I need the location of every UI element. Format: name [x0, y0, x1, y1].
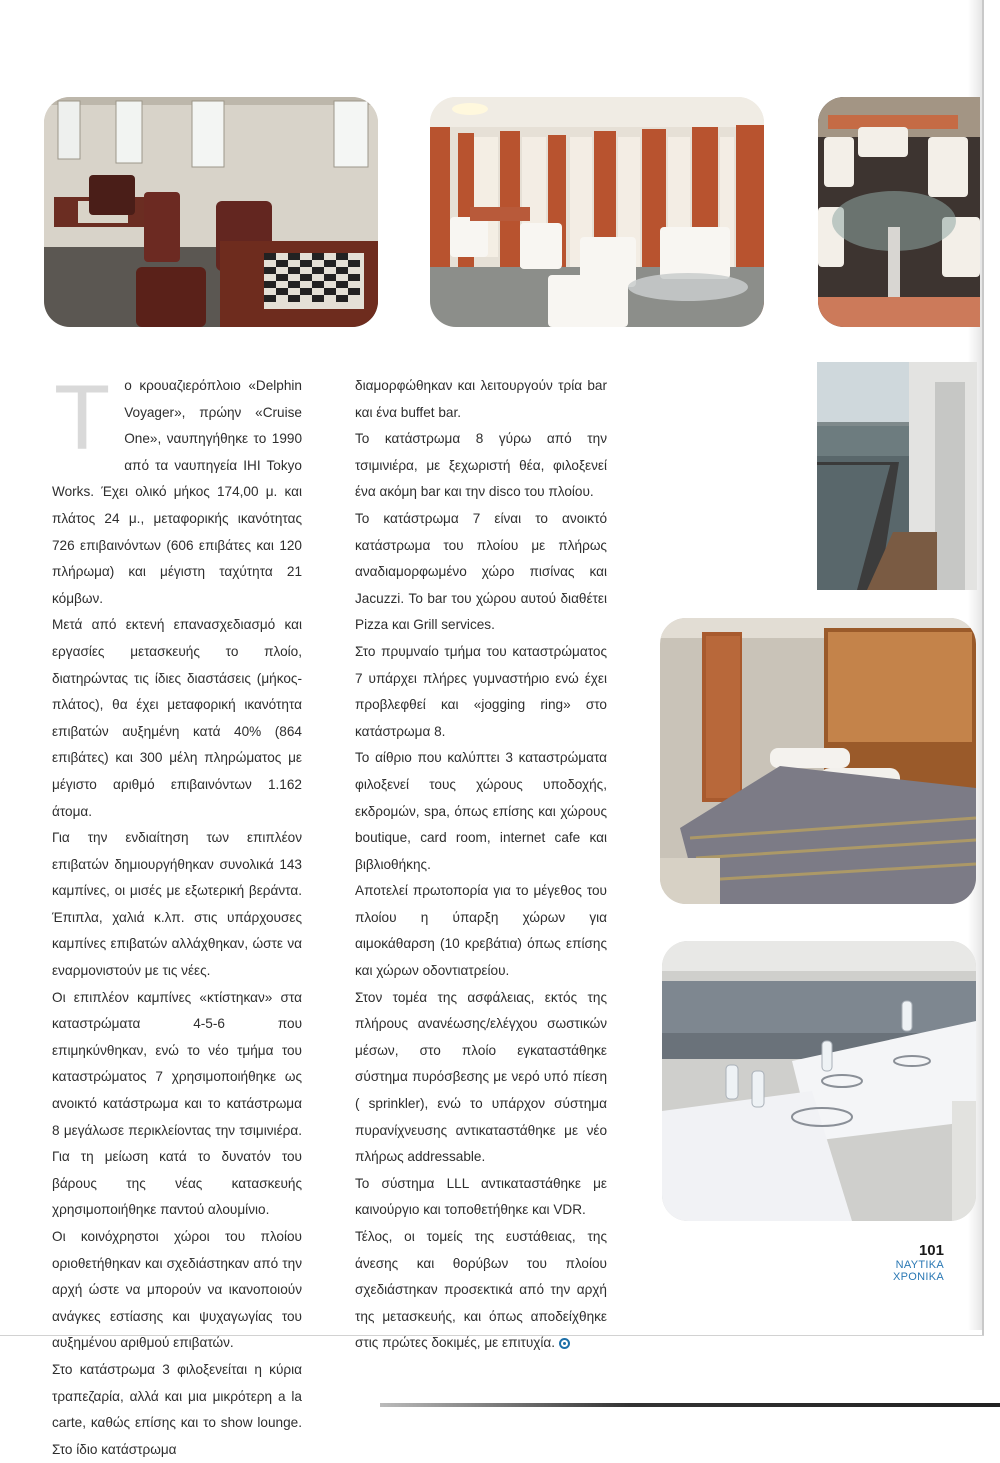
column1-paragraph: ο κρουαζιερόπλοιο «Delphin Voyager», πρώην «Cruise One», ναυπηγήθηκε το 1990 από τα ναυπηγεία IHI Tokyo Works. Έχει ολικό μήκος 174,00 μ. και πλάτος 24 μ., μεταφορικής ικανότητας 726 επιβαινόντων (606 επιβάτες και 120 πλήρωμα) και μέγιστη ταχύτητα 21 κόμβων.	[52, 378, 302, 606]
photo-lounge-curtains	[430, 97, 764, 327]
column2-paragraph: Αποτελεί πρωτοπορία για το μέγεθος του πλοίου η ύπαρξη χώρων για αιμοκάθαρση (10 κρεβάτια) όπως επίσης και χώρων οδοντιατρείου.	[355, 883, 607, 979]
article-column-1	[52, 367, 302, 1463]
magazine-name-line2: ΧΡΟΝΙΚΑ	[892, 1271, 944, 1283]
column1-paragraph: Οι κοινόχρηστοι χώροι του πλοίου οριοθετήθηκαν και σχεδιάστηκαν από την αρχή ώστε να μπορούν να ικανοποιούν ανάγκες εστίασης και ψυχαγωγίας του αυξημένου αριθμού επιβατών.	[52, 1229, 302, 1351]
end-of-article-icon	[559, 1338, 570, 1349]
photo-cabin-bed	[660, 618, 976, 904]
magazine-name-line1: ΝΑΥΤΙΚΑ	[895, 1259, 944, 1271]
photo-lounge-glass-table	[818, 97, 980, 327]
photo-restaurant	[662, 941, 976, 1221]
column2-paragraph: Το κατάστρωμα 7 είναι το ανοικτό κατάστρωμα του πλοίου με πλήρως αναδιαμορφωμένο χώρο πισίνας και Jacuzzi. Το bar του χώρου αυτού διαθέτει Pizza και Grill services.	[355, 510, 607, 633]
column1-paragraph: Στο κατάστρωμα 3 φιλοξενείται η κύρια τραπεζαρία, αλλά και μια μικρότερη a la carte, καθώς επίσης και το show lounge. Στο ίδιο κατάστρωμα	[52, 1361, 302, 1457]
page-number: 101	[918, 1242, 944, 1259]
column1-paragraph: Για την ενδιαίτηση των επιπλέον επιβατών δημιουργήθηκαν συνολικά 143 καμπίνες, οι μισές με εξωτερική βεράντα. Έπιπλα, χαλιά κ.λπ. στις υπάρχουσες καμπίνες επιβατών αλλάχθηκαν, ώστε να εναρμονιστούν με τις νέες.	[52, 830, 302, 979]
column2-paragraph: Στον τομέα της ασφάλειας, εκτός της πλήρους ανανέωσης/ελέγχου σωστικών μέσων, στο πλοίο εγκαταστάθηκε σύστημα πυρόσβεσης με νερό υπό πίεση ( sprinkler), ενώ το υπάρχον σύστημα πυρανίχνευσης αντικαταστάθηκε με νέο πλήρως addressable.	[355, 989, 607, 1165]
column2-final-paragraph	[355, 1224, 607, 1357]
column1-paragraph: Οι επιπλέον καμπίνες «κτίστηκαν» στα καταστρώματα 4-5-6 που επιμηκύνθηκαν, ενώ το νέο τμήμα του καταστρώματος 7 χρησιμοποιήθηκε ως ανοικτό κατάστρωμα και το κατάστρωμα 8 μεγάλωσε περικλείοντας την τσιμινιέρα. Για τη μείωση κατά το δυνατόν του βάρους της νέας κατασκευής χρησιμοποιήθηκε παντού αλουμίνιο.	[52, 989, 302, 1218]
column2-paragraph: Το σύστημα LLL αντικαταστάθηκε με καινούργιο και τοποθετήθηκε και VDR.	[355, 1175, 607, 1218]
column2-paragraph: Τέλος, οι τομείς της ευστάθειας, της άνεσης και θορύβων του πλοίου σχεδιάστηκαν προσεκτικά από την αρχή της μετασκευής, και όπως αποδείχθηκε στις πρώτες δοκιμές, με επιτυχία.	[355, 1229, 607, 1351]
column2-paragraph: Το κατάστρωμα 8 γύρω από την τσιμινιέρα, με ξεχωριστή θέα, φιλοξενεί ένα ακόμη bar και την disco του πλοίου.	[355, 431, 607, 500]
column2-paragraph: Στο πρυμναίο τμήμα του καταστρώματος 7 υπάρχει πλήρες γυμναστήριο ενώ έχει προβλεφθεί και «jogging ring» στο κατάστρωμα 8.	[355, 643, 607, 739]
page-bottom-bar	[380, 1403, 1000, 1407]
column2-paragraph: Το αίθριο που καλύπτει 3 καταστρώματα φιλοξενεί τους χώρους υποδοχής, εκδρομών, spa, όπως επίσης και χώρους boutique, card room, internet cafe και βιβλιοθήκης.	[355, 750, 607, 872]
page-edge	[982, 0, 984, 1336]
column2-paragraph: διαμορφώθηκαν και λειτουργούν τρία bar και ένα buffet bar.	[355, 378, 607, 420]
folio	[893, 1242, 944, 1283]
photo-cabin-balcony	[817, 362, 977, 590]
dropcap: Τ	[54, 367, 111, 469]
article-column-2	[355, 373, 607, 1357]
column1-paragraph: Μετά από εκτενή επανασχεδιασμό και εργασίες μετασκευής το πλοίο, διατηρώντας τις ίδιες διαστάσεις (μήκος-πλάτος), θα έχει μεταφορική ικανότητα επιβατών αυξημένη κατά 40% (864 επιβάτες) και 300 μέλη πληρώματος με μέγιστο αριθμό επιβαινόντων 1.162 άτομα.	[52, 617, 302, 819]
photo-card-room	[44, 97, 378, 327]
